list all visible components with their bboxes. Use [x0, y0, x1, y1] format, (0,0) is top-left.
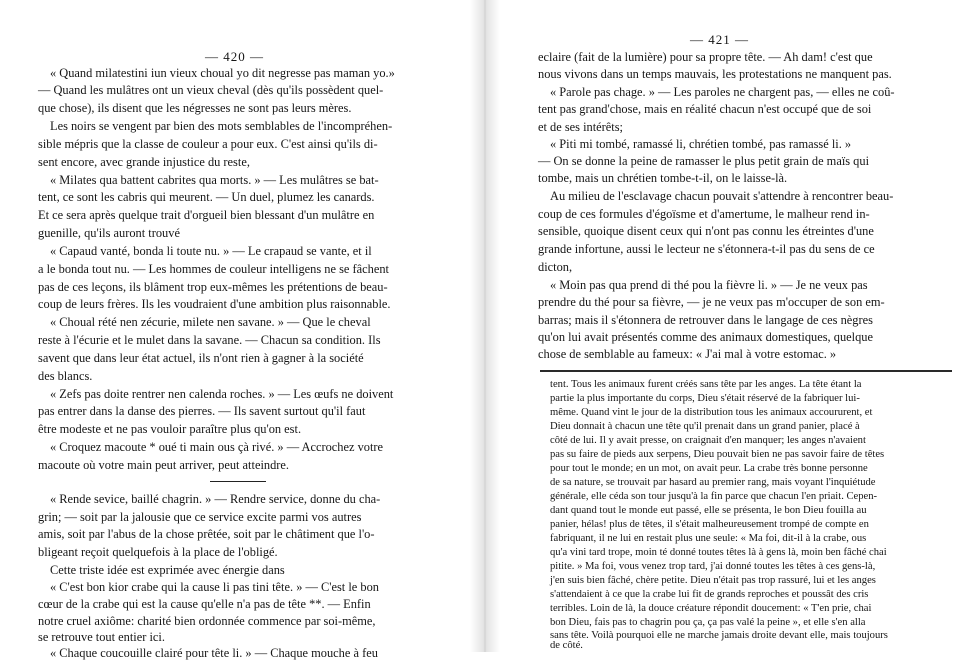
footnote-line: dant quand tout le monde eut passé, elle se présenta, le bon Dieu fouilla au [550, 505, 867, 516]
text-line: qu'on lui avait présentés comme des animaux domestiques, quelque [538, 330, 873, 344]
footnote-line: pas su faire de pieds aux serpens, Dieu pouvait bien ne pas savoir faire de têtes [550, 449, 885, 460]
text-line: tombe, mais un chrétien tombe-t-il, on le laisse-là. [538, 171, 788, 185]
text-line: se retrouve tout entier ici. [38, 630, 165, 644]
text-line: tent, ce sont les cabris qui meurent. — Un duel, plumez les canards. [38, 190, 375, 204]
text-line: « Capaud vanté, bonda li toute nu. » — Le crapaud se vante, et il [50, 244, 372, 258]
page-number: — 421 — [690, 32, 749, 47]
footnote-line: j'en suis bien fâché, chère petite. Dieu n'était pas trop rassuré, lui et les anges [550, 575, 876, 586]
right-page [500, 0, 980, 652]
text-line: prendre du thé pour sa fièvre, — je ne veux pas m'occuper de son em- [538, 295, 885, 309]
left-page [0, 0, 470, 660]
text-line: Cette triste idée est exprimée avec énergie dans [50, 563, 285, 577]
text-line: eclaire (fait de la lumière) pour sa propre tête. — Ah dam! c'est que [538, 50, 873, 64]
footnote-line: bon Dieu, fais pas to chagrin pou ça, ça pas valé la peine », et elle s'en alla [550, 617, 866, 628]
text-line: reste à l'écurie et le mulet dans la savane. — Chacun sa condition. Ils [38, 333, 381, 347]
text-line: « Zefs pas doite rentrer nen calenda roches. » — Les œufs ne doivent [50, 387, 394, 401]
text-line: être modeste et ne pas vouloir paraître plus qu'on est. [38, 422, 302, 436]
text-line: bligeant reçoit quelquefois à la place de l'obligé. [38, 545, 278, 559]
text-line: « C'est bon kior crabe qui la cause li pas tini tête. » — C'est le bon [50, 580, 379, 594]
text-line: « Chaque coucouille clairé pour tête li. » — Chaque mouche à feu [50, 646, 378, 660]
footnote-line: s'attendaient à ce que la crabe lui fit de grands reproches et poussât des cris [550, 589, 869, 600]
footnote-line: de sa nature, se trouvait par hasard au premier rang, mais voyant l'inquiétude [550, 477, 876, 488]
text-line: savent que dans leur état actuel, ils n'ont rien à gagner à la société [38, 351, 364, 365]
text-line: pas de ces leçons, ils blâment trop eux-mêmes les prétentions de beau- [38, 280, 388, 294]
text-line: cœur de la crabe qui est la cause qu'elle n'a pas de tête **. — Enfin [38, 597, 371, 611]
page-number: — 420 — [205, 49, 264, 64]
text-line: Et ce sera après quelque trait d'orgueil bien blessant d'un mulâtre en [38, 208, 375, 222]
text-line: « Moin pas qua prend di thé pou la fièvre li. » — Je ne veux pas [550, 278, 868, 292]
text-line: « Milates qua battent cabrites qua morts. » — Les mulâtres se bat- [50, 173, 379, 187]
footnote-line: fabriquant, il ne lui en restait plus une seule: « Ma foi, dit-il à la crabe, ous [550, 533, 867, 544]
text-line: « Rende sevice, baillé chagrin. » — Rendre service, donne du cha- [50, 492, 381, 506]
text-line: sensible, quoique disent ceux qui n'ont pas connu les étreintes d'une [538, 224, 874, 238]
text-line: « Piti mi tombé, ramassé li, chrétien tombé, pas ramassé li. » [550, 137, 852, 151]
text-line: grande infortune, aussi le lecteur ne s'étonnera-t-il pas du sens de ce [538, 242, 875, 256]
footnote-line: tent. Tous les animaux furent créés sans tête par les anges. La tête étant la [550, 379, 862, 390]
text-line: — On se donne la peine de ramasser le plus petit grain de maïs qui [538, 154, 870, 168]
footnote-line: générale, elle céda son tour jusqu'à la fin parce que chacun l'en priait. Cepen- [550, 491, 878, 502]
text-line: « Choual rété nen zécurie, milete nen savane. » — Que le cheval [50, 315, 371, 329]
text-line: a le bonda tout nu. — Les hommes de couleur intelligens ne se fâchent [38, 262, 389, 276]
text-line: « Croquez macoute * oué ti main ous çà rivé. » — Accrochez votre [50, 440, 384, 454]
text-line: macoute où votre main peut arriver, peut atteindre. [38, 458, 290, 472]
footnote-line: Dieu donnait à chacun une tête qu'il prenait dans un grand panier, placé à [550, 421, 860, 432]
footnote-line: côté de lui. Il y avait presse, on craignait d'en manquer; les anges n'avaient [550, 435, 866, 446]
text-line: amis, soit par l'abus de la chose prêtée, soit par le châtiment que l'o- [38, 527, 375, 541]
text-line: — Quand les mulâtres ont un vieux cheval (dès qu'ils possèdent quel- [38, 83, 384, 97]
footnote-line: qu'a vini tard trope, moin té donné toutes têtes là à gens là, moin ben fâché chai [550, 547, 887, 558]
footnote-line: partie la plus importante du corps, Dieu s'était réservé de la fabriquer lui- [550, 393, 860, 404]
text-line: et de ses intérêts; [538, 120, 623, 134]
section-divider [210, 481, 266, 482]
text-line: pas entrer dans la danse des pierres. — Ils savent surtout qu'il faut [38, 404, 366, 418]
footnote-line: de côté. [550, 640, 583, 651]
text-line: dicton, [538, 260, 573, 274]
footnote-line: panier, hélas! plus de têtes, il s'était malheureusement trompé de compte en [550, 519, 869, 530]
text-line: des blancs. [38, 369, 93, 383]
footnote-line: pour tout le monde; en un mot, on avait peur. La crabe très bonne personne [550, 463, 868, 474]
footnote-separator [540, 370, 952, 372]
text-line: Au milieu de l'esclavage chacun pouvait s'attendre à rencontrer beau- [550, 189, 894, 203]
text-line: « Quand milatestini iun vieux choual yo dit negresse pas maman yo.» [50, 66, 395, 80]
text-line: coup de leurs frères. Ils les voudraient d'une ambition plus raisonnable. [38, 297, 391, 311]
text-line: sent encore, avec grande injustice du reste, [38, 155, 250, 169]
text-line: notre cruel axiôme: charité bien ordonnée commence par soi-même, [38, 614, 376, 628]
text-line: nous vivons dans un temps mauvais, les protestations ne manquent pas. [538, 67, 892, 81]
text-line: sible mépris que la classe de couleur a pour eux. C'est ainsi qu'ils di- [38, 137, 378, 151]
footnote-line: pitite. » Ma foi, vous venez trop tard, j'ai donné toutes les têtes à ces gens-là, [550, 561, 876, 572]
text-line: « Parole pas chage. » — Les paroles ne chargent pas, — elles ne coû- [550, 85, 895, 99]
text-line: grin; — soit par la jalousie que ce service excite parmi vos autres [38, 510, 362, 524]
text-line: tent pas grand'chose, mais en réalité chacun n'est occupé que de soi [538, 102, 872, 116]
text-line: chose de semblable au fameux: « J'ai mal à votre estomac. » [538, 347, 837, 361]
text-line: Les noirs se vengent par bien des mots semblables de l'incompréhen- [50, 119, 393, 133]
text-line: coup de ces formules d'égoïsme et d'amertume, le malheur rend in- [538, 207, 870, 221]
text-line: guenille, qu'ils auront trouvé [38, 226, 180, 240]
footnote-line: terribles. Loin de là, la douce créature répondit doucement: « T'en prie, chai [550, 603, 872, 614]
text-line: que chose), ils disent que les négresses ne sont pas leurs mères. [38, 101, 352, 115]
book-gutter [470, 0, 500, 652]
footnote-line: même. Quand vint le jour de la distribution tous les animaux accoururent, et [550, 407, 873, 418]
footnote-line: sans tête. Voilà pourquoi elle ne marche jamais droite devant elle, mais toujours [550, 630, 888, 641]
text-line: barras; mais il s'étonnera de retrouver dans le langage de ces nègres [538, 313, 873, 327]
